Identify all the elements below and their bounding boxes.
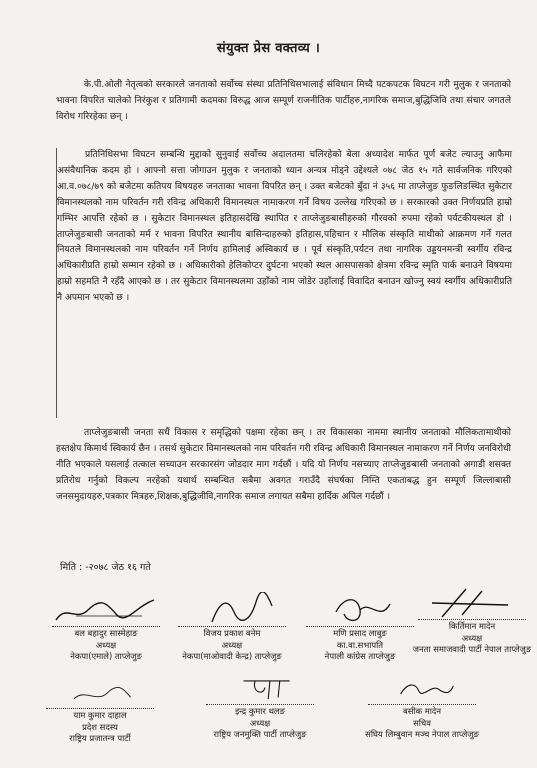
handwritten-signature: [46, 592, 166, 626]
signatory-name: मणि प्रसाद लाबुङ: [333, 628, 387, 638]
handwritten-signature: [362, 676, 482, 704]
signature-block-2: [172, 592, 292, 663]
signatory-org: राष्ट्रिय प्रजातन्त्र पार्टी: [69, 733, 131, 743]
signatory-org: नेकपा(एमाले) ताप्लेजुङ: [70, 651, 142, 661]
signatory-name: बसीक मादेन: [403, 706, 441, 716]
paragraph-1: के.पी.ओली नेतृत्वको सरकारले जनताको सर्वोच्च संस्था प्रतिनिधिसभालाई संविधान मिच्दै पटकपटक विघटन गरी मुलुक र जनताको भावना विपरित चालेको निरंकुश र प्रतिगामी कदमका विरुद्ध आज सम्पूर्ण राजनीतिक पार्टीहरु,नागरिक समाज,बुद्धिजिवि तथा संचार जगतले विरोध गरिरहेका छन् ।: [56, 80, 511, 122]
signatory-role: अध्यक्ष: [461, 632, 483, 643]
handwritten-signature: [300, 592, 420, 626]
handwritten-signature: [200, 676, 320, 704]
document-title: संयुक्त प्रेस वक्तव्य ।: [216, 41, 321, 56]
signatory-org: नेपाली कांग्रेस ताप्लेजुङ: [324, 651, 396, 661]
signatory-org: नेकपा(माओवादी केन्द्र) ताप्लेजुङ: [182, 651, 282, 661]
handwritten-signature: [412, 585, 532, 619]
signatory-name: बल बहादुर सास्मेहाङ: [74, 628, 138, 638]
handwritten-signature: [40, 682, 160, 708]
signatory-org: जनता समाजवादी पार्टी नेपाल ताप्लेजुङ: [412, 644, 532, 654]
signatory-name: याम कुमार दाहाल: [73, 710, 127, 720]
signature-block-6: [200, 676, 320, 741]
signatory-org: संघिय लिम्बुवान मञ्च नेपाल ताप्लेजुङ: [365, 729, 479, 739]
paragraph-2: प्रतिनिधिसभा विघटन सम्बन्धि मुद्दाको सुनुवाई सर्वोच्च अदालतमा चलिरहेको बेला अध्यादेश मार्फत पूर्ण बजेट ल्याउनु आफैमा असंवैधानिक कदम हो । आफ्नो सत्ता जोगाउन मुलुक र जनताको ध्यान अन्यत्र मोड्ने उद्देश्यले ०७८ जेठ १५ गते सार्वजनिक गरिएको आ.व.०७८/७९ को बजेटमा कतिपय विषयहरु जनताका भावना विपरित छन् । उक्त बजेटको बुँदा नं ३५६ मा ताप्लेजुङ फुङलिङस्थित सुकेटार विमानस्थलको नाम परिवर्तन गरी रविन्द्र अधिकारी विमानस्थल नामाकरण गर्ने विषय उल्लेख गरिएको छ । सरकारको उक्त निर्णयप्रति हाम्रो गम्भिर आपत्ति रहेको छ । सुकेटार विमानस्थल इतिहासदेखि स्थापित र ताप्लेजुङबासीहरुको गौरवको रुपमा रहेको पर्यटकीयस्थल हो । ताप्लेजुङबासी जनताको मर्म र भावना विपरित स्थानीय बासिन्दाहरुको इतिहास,पहिचान र मौलिक संस्कृति माथीको आक्रमण गर्ने गलत नियतले विमानस्थलको नाम परिवर्तन गर्ने निर्णय हामिलाई अस्विकार्य छ । पूर्व संस्कृति,पर्यटन तथा नागरिक उड्डयनमन्त्री स्वर्गीय रविन्द्र अधिकारीप्रति हाम्रो सम्मान रहेको छ । अधिकारीको हेलिकोप्टर दुर्घटना भएको स्थल आसपासको क्षेत्रमा रविन्द्र स्मृति पार्क बनाउने विषयमा हाम्रो सहमति नै रहँदै आएको छ । तर सुकेटार विमानस्थलमा उहाँको नाम जोडेर उहाँलाई विवादित बनाउन खोज्नु स्वयं स्वर्गीय अधिकारीप्रति नै अपमान भएको छ ।: [56, 148, 512, 418]
signatory-role: अध्यक्ष: [95, 639, 117, 650]
signatory-name: विजय प्रकाश बनेम: [203, 628, 261, 638]
signature-block-4: [412, 585, 532, 656]
date-line: मिति : -२०७८ जेठ १६ गते: [60, 562, 151, 573]
paragraph-3: ताप्लेजुङबासी जनता सधैं विकास र समृद्धिको पक्षमा रहेका छन् । तर विकासका नाममा स्थानीय जनताको मौलिकतामाथीको हस्तक्षेप किमार्थ स्विकार्य छैन । तसर्थ सुकेटार विमानस्थलको नाम परिवर्तन गरी रविन्द्र अधिकारी विमानस्थल नामाकरण गर्ने निर्णय जनविरोधी नीति भएकाले यसलाई तत्काल सच्याउन सरकारसंग जोडदार माग गर्दछौं । यदि यो निर्णय नसच्याए ताप्लेजुङबासी जनताको अगाडी शसक्त प्रतिरोध गर्नुको विकल्प नरहेको यथार्थ सम्बन्धित सबैमा अवगत गराउँदै संघर्षका निम्ति एकताबद्ध हुन सम्पूर्ण जिल्लाबासी जनसमुदायहरु,पत्रकार मित्रहरु,शिक्षक,बुद्धिजीवि,नागरिक समाज लगायत सबैमा हार्दिक अपिल गर्दछौं ।: [56, 428, 511, 502]
signatory-org: राष्ट्रिय जनमुक्ति पार्टी ताप्लेजुङ: [213, 729, 307, 739]
signatory-role: अध्यक्ष: [249, 717, 271, 728]
signatory-name: इन्द्र कुमार थलङ: [235, 706, 285, 716]
signature-block-7: [362, 676, 482, 741]
signatory-role: अध्यक्ष: [221, 639, 243, 650]
signatory-role: प्रदेश सदस्य: [82, 721, 118, 732]
signatory-role: सचिव: [413, 717, 431, 728]
signature-block-1: [46, 592, 166, 663]
handwritten-signature: [172, 592, 292, 626]
signatory-name: किर्तिमान मादेन: [448, 621, 496, 631]
signature-block-3: [300, 592, 420, 663]
signatory-role: का.वा.सभापति: [336, 639, 384, 650]
signature-block-5: [40, 682, 160, 745]
